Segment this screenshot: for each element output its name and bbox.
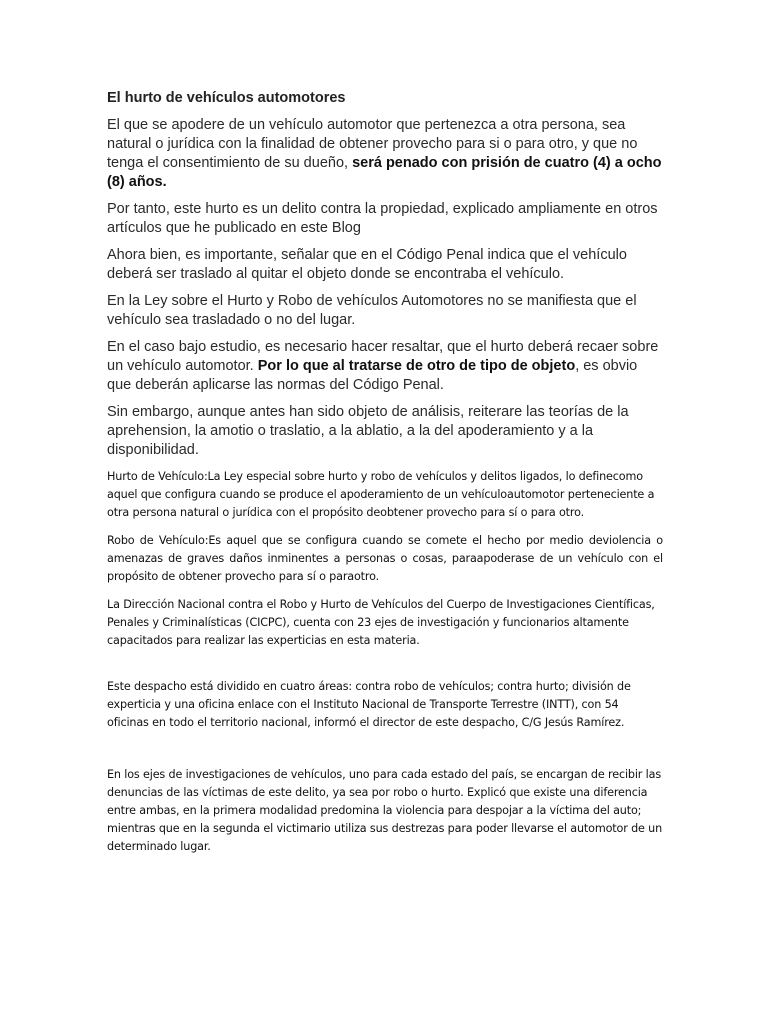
- paragraph-codigo-penal: Ahora bien, es importante, señalar que en el Código Penal indica que el vehículo deberá ser traslado al quitar el objeto donde se encontraba el vehículo.: [107, 247, 627, 282]
- paragraph-hurto-definition: Hurto de Vehículo:La Ley especial sobre hurto y robo de vehículos y delitos ligados, lo definecomo aquel que configura cuando se produce el apoderamiento de un vehículoautomotor perteneciente a otra persona natural o jurídica con el propósito deobtener provecho para sí o para otro.: [107, 470, 655, 519]
- paragraph-robo-definition: Robo de Vehículo:Es aquel que se configura cuando se comete el hecho por medio deviolencia o amenazas de graves daños inminentes a personas o cosas, paraapoderase de un vehículo con el propósito de obtener provecho para sí o paraotro.: [107, 534, 663, 583]
- paragraph-case-study-bold: Por lo que al tratarse de otro de tipo de objeto: [257, 358, 576, 374]
- paragraph-ejes-investigacion: En los ejes de investigaciones de vehículos, uno para cada estado del país, se encargan de recibir las denuncias de las víctimas de este delito, ya sea por robo o hurto. Explicó que existe una diferencia entre ambas, en la primera modalidad predomina la violencia para despojar a la víctima del auto; mientras que en la segunda el victimario utiliza sus destrezas para poder llevarse el automotor de un determinado lugar.: [107, 768, 663, 853]
- paragraph-case-study-text2: , es obvio que deberán aplicarse las normas del Código Penal.: [107, 358, 638, 393]
- paragraph-case-study-text1: En el caso bajo estudio, es necesario hacer resaltar, que el hurto deberá recaer sobre un vehículo automotor.: [107, 339, 659, 374]
- paragraph-penalty-bold: será penado con prisión de cuatro (4) a ocho (8) años.: [107, 155, 662, 190]
- paragraph-cicpc: La Dirección Nacional contra el Robo y Hurto de Vehículos del Cuerpo de Investigaciones Científicas, Penales y Criminalísticas (CICPC), cuenta con 23 ejes de investigación y funcionarios altamente capacitados para realizar las experticias en esta materia.: [107, 598, 655, 647]
- document-page: [107, 88, 663, 866]
- paragraph-theories: Sin embargo, aunque antes han sido objeto de análisis, reiterare las teorías de la aprehension, la amotio o traslatio, a la ablatio, a la del apoderamiento y a la disponibilidad.: [107, 404, 629, 458]
- paragraph-penalty-text: El que se apodere de un vehículo automotor que pertenezca a otra persona, sea natural o jurídica con la finalidad de obtener provecho para si o para otro, y que no tenga el consentimiento de su dueño,: [107, 117, 638, 171]
- paragraph-property-crime: Por tanto, este hurto es un delito contra la propiedad, explicado ampliamente en otros artículos que he publicado en este Blog: [107, 201, 658, 236]
- paragraph-ley-hurto: En la Ley sobre el Hurto y Robo de vehículos Automotores no se manifiesta que el vehículo sea trasladado o no del lugar.: [107, 293, 637, 328]
- paragraph-case-study: [107, 338, 663, 395]
- paragraph-despacho: Este despacho está dividido en cuatro áreas: contra robo de vehículos; contra hurto; división de experticia y una oficina enlace con el Instituto Nacional de Transporte Terrestre (INTT), con 54 oficinas en todo el territorio nacional, informó el director de este despacho, C/G Jesús Ramírez.: [107, 680, 631, 729]
- paragraph-penalty: [107, 116, 663, 192]
- document-title: El hurto de vehículos automotores: [107, 90, 346, 106]
